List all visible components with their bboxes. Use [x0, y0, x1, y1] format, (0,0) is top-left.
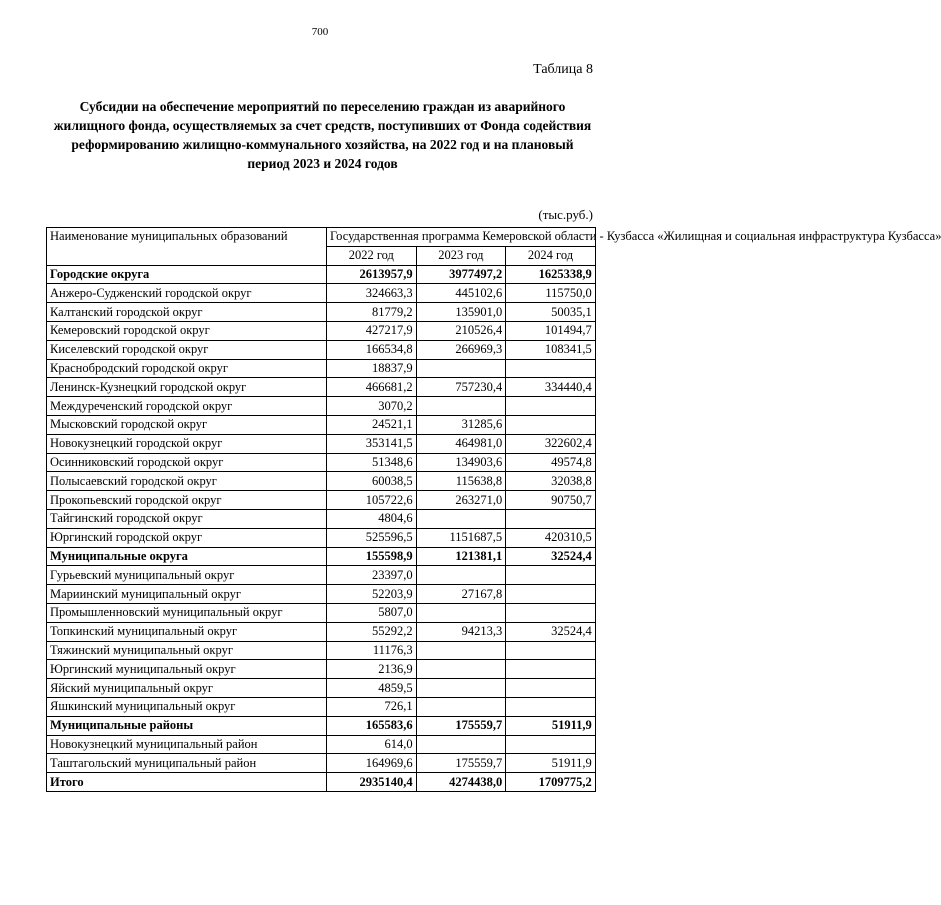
row-name-cell: Междуреченский городской округ [47, 397, 327, 416]
table-row [47, 679, 596, 698]
row-2023-cell: 1151687,5 [416, 528, 506, 547]
row-name-cell: Краснобродский городской округ [47, 359, 327, 378]
row-name-cell: Яшкинский муниципальный округ [47, 697, 327, 716]
row-2023-cell [416, 660, 506, 679]
row-2022-cell: 18837,9 [327, 359, 417, 378]
table-row [47, 566, 596, 585]
table-row [47, 434, 596, 453]
table-row [47, 528, 596, 547]
row-2024-cell [506, 641, 596, 660]
row-2022-cell: 726,1 [327, 697, 417, 716]
row-name-cell: Городские округа [47, 265, 327, 284]
row-2022-cell: 353141,5 [327, 434, 417, 453]
row-2024-cell [506, 735, 596, 754]
row-name-cell: Новокузнецкий муниципальный район [47, 735, 327, 754]
row-2023-cell [416, 679, 506, 698]
table-row [47, 585, 596, 604]
document-title: Субсидии на обеспечение мероприятий по переселению граждан из аварийного жилищного фонда, осуществляемых за счет средств, поступивших от Фонда содействия реформированию жилищно-коммунального хозяйства, на 2022 год и на плановый период 2023 и 2024 годов [53, 99, 592, 171]
row-2022-cell: 51348,6 [327, 453, 417, 472]
row-name-cell: Гурьевский муниципальный округ [47, 566, 327, 585]
name-column-header: Наименование муниципальных образований [47, 228, 327, 266]
row-name-cell: Мысковский городской округ [47, 415, 327, 434]
row-2023-cell: 3977497,2 [416, 265, 506, 284]
row-2024-cell: 1625338,9 [506, 265, 596, 284]
row-2024-cell [506, 697, 596, 716]
row-2023-cell [416, 509, 506, 528]
row-name-cell: Итого [47, 773, 327, 792]
year-2022-header: 2022 год [327, 246, 417, 265]
row-2024-cell: 50035,1 [506, 303, 596, 322]
row-2022-cell: 164969,6 [327, 754, 417, 773]
table-row [47, 754, 596, 773]
row-2023-cell [416, 397, 506, 416]
table-row [47, 397, 596, 416]
row-2022-cell: 466681,2 [327, 378, 417, 397]
row-2023-cell: 757230,4 [416, 378, 506, 397]
row-2023-cell: 121381,1 [416, 547, 506, 566]
row-2024-cell [506, 660, 596, 679]
row-2024-cell: 322602,4 [506, 434, 596, 453]
row-2023-cell: 210526,4 [416, 321, 506, 340]
row-name-cell: Муниципальные округа [47, 547, 327, 566]
table-group-row [47, 265, 596, 284]
row-2022-cell: 55292,2 [327, 622, 417, 641]
table-row [47, 641, 596, 660]
row-2024-cell [506, 679, 596, 698]
table-row [47, 359, 596, 378]
row-name-cell: Промышленновский муниципальный округ [47, 603, 327, 622]
row-2024-cell: 32524,4 [506, 547, 596, 566]
row-2022-cell: 2613957,9 [327, 265, 417, 284]
row-name-cell: Новокузнецкий городской округ [47, 434, 327, 453]
row-2024-cell [506, 359, 596, 378]
row-2023-cell: 94213,3 [416, 622, 506, 641]
row-2022-cell: 4804,6 [327, 509, 417, 528]
row-2024-cell: 32524,4 [506, 622, 596, 641]
table-group-row [47, 716, 596, 735]
table-row [47, 697, 596, 716]
row-2022-cell: 4859,5 [327, 679, 417, 698]
table-row [47, 472, 596, 491]
row-2022-cell: 3070,2 [327, 397, 417, 416]
row-2024-cell [506, 585, 596, 604]
table-row [47, 284, 596, 303]
row-2024-cell [506, 415, 596, 434]
row-name-cell: Ленинск-Кузнецкий городской округ [47, 378, 327, 397]
row-2023-cell: 135901,0 [416, 303, 506, 322]
year-2023-header: 2023 год [416, 246, 506, 265]
row-2022-cell: 2935140,4 [327, 773, 417, 792]
row-2024-cell: 49574,8 [506, 453, 596, 472]
table-row [47, 660, 596, 679]
row-2024-cell: 115750,0 [506, 284, 596, 303]
row-2022-cell: 614,0 [327, 735, 417, 754]
row-2022-cell: 525596,5 [327, 528, 417, 547]
row-2024-cell [506, 566, 596, 585]
row-2023-cell [416, 697, 506, 716]
row-name-cell: Полысаевский городской округ [47, 472, 327, 491]
row-2023-cell [416, 359, 506, 378]
row-2022-cell: 81779,2 [327, 303, 417, 322]
row-2022-cell: 60038,5 [327, 472, 417, 491]
row-2022-cell: 5807,0 [327, 603, 417, 622]
row-2024-cell: 1709775,2 [506, 773, 596, 792]
row-2023-cell: 134903,6 [416, 453, 506, 472]
row-name-cell: Топкинский муниципальный округ [47, 622, 327, 641]
row-2022-cell: 166534,8 [327, 340, 417, 359]
table-row [47, 321, 596, 340]
row-2023-cell: 175559,7 [416, 716, 506, 735]
year-2024-header: 2024 год [506, 246, 596, 265]
row-2024-cell: 51911,9 [506, 716, 596, 735]
row-2023-cell: 31285,6 [416, 415, 506, 434]
row-2022-cell: 165583,6 [327, 716, 417, 735]
row-name-cell: Анжеро-Судженский городской округ [47, 284, 327, 303]
row-2024-cell: 334440,4 [506, 378, 596, 397]
row-2024-cell: 101494,7 [506, 321, 596, 340]
units-label: (тыс.руб.) [538, 207, 593, 222]
row-name-cell: Муниципальные районы [47, 716, 327, 735]
table-row [47, 509, 596, 528]
table-row [47, 453, 596, 472]
row-name-cell: Кемеровский городской округ [47, 321, 327, 340]
row-name-cell: Мариинский муниципальный округ [47, 585, 327, 604]
row-name-cell: Осинниковский городской округ [47, 453, 327, 472]
row-name-cell: Тяжинский муниципальный округ [47, 641, 327, 660]
row-2023-cell: 115638,8 [416, 472, 506, 491]
program-column-header: Государственная программа Кемеровской области - Кузбасса «Жилищная и социальная инфраструктура Кузбасса» [327, 228, 596, 247]
table-header-row [47, 228, 596, 247]
table-row [47, 622, 596, 641]
row-2024-cell [506, 397, 596, 416]
row-2022-cell: 23397,0 [327, 566, 417, 585]
row-2022-cell: 52203,9 [327, 585, 417, 604]
row-name-cell: Яйский муниципальный округ [47, 679, 327, 698]
row-2022-cell: 105722,6 [327, 491, 417, 510]
row-2023-cell: 175559,7 [416, 754, 506, 773]
row-name-cell: Юргинский городской округ [47, 528, 327, 547]
row-2022-cell: 2136,9 [327, 660, 417, 679]
row-2024-cell: 108341,5 [506, 340, 596, 359]
table-row [47, 303, 596, 322]
row-2022-cell: 427217,9 [327, 321, 417, 340]
row-2022-cell: 155598,9 [327, 547, 417, 566]
row-2023-cell: 266969,3 [416, 340, 506, 359]
table-body [47, 265, 596, 791]
row-name-cell: Киселевский городской округ [47, 340, 327, 359]
row-name-cell: Юргинский муниципальный округ [47, 660, 327, 679]
row-2022-cell: 24521,1 [327, 415, 417, 434]
row-2022-cell: 324663,3 [327, 284, 417, 303]
table-label: Таблица 8 [533, 62, 593, 77]
row-2024-cell: 420310,5 [506, 528, 596, 547]
row-2022-cell: 11176,3 [327, 641, 417, 660]
row-2023-cell: 263271,0 [416, 491, 506, 510]
row-name-cell: Калтанский городской округ [47, 303, 327, 322]
row-2023-cell [416, 566, 506, 585]
row-name-cell: Тайгинский городской округ [47, 509, 327, 528]
row-2023-cell [416, 735, 506, 754]
row-2024-cell [506, 603, 596, 622]
row-2024-cell: 90750,7 [506, 491, 596, 510]
row-2023-cell: 464981,0 [416, 434, 506, 453]
row-2023-cell [416, 603, 506, 622]
row-name-cell: Прокопьевский городской округ [47, 491, 327, 510]
row-2023-cell: 445102,6 [416, 284, 506, 303]
subsidies-table [46, 227, 941, 792]
page-number: 700 [311, 26, 329, 38]
row-2024-cell: 32038,8 [506, 472, 596, 491]
table-row [47, 415, 596, 434]
table-group-row [47, 773, 596, 792]
table-row [47, 340, 596, 359]
row-2024-cell [506, 509, 596, 528]
row-2024-cell: 51911,9 [506, 754, 596, 773]
table-row [47, 735, 596, 754]
table-row [47, 378, 596, 397]
table-row [47, 603, 596, 622]
table-row [47, 491, 596, 510]
row-2023-cell [416, 641, 506, 660]
row-2023-cell: 27167,8 [416, 585, 506, 604]
row-2023-cell: 4274438,0 [416, 773, 506, 792]
row-name-cell: Таштагольский муниципальный район [47, 754, 327, 773]
table-group-row [47, 547, 596, 566]
